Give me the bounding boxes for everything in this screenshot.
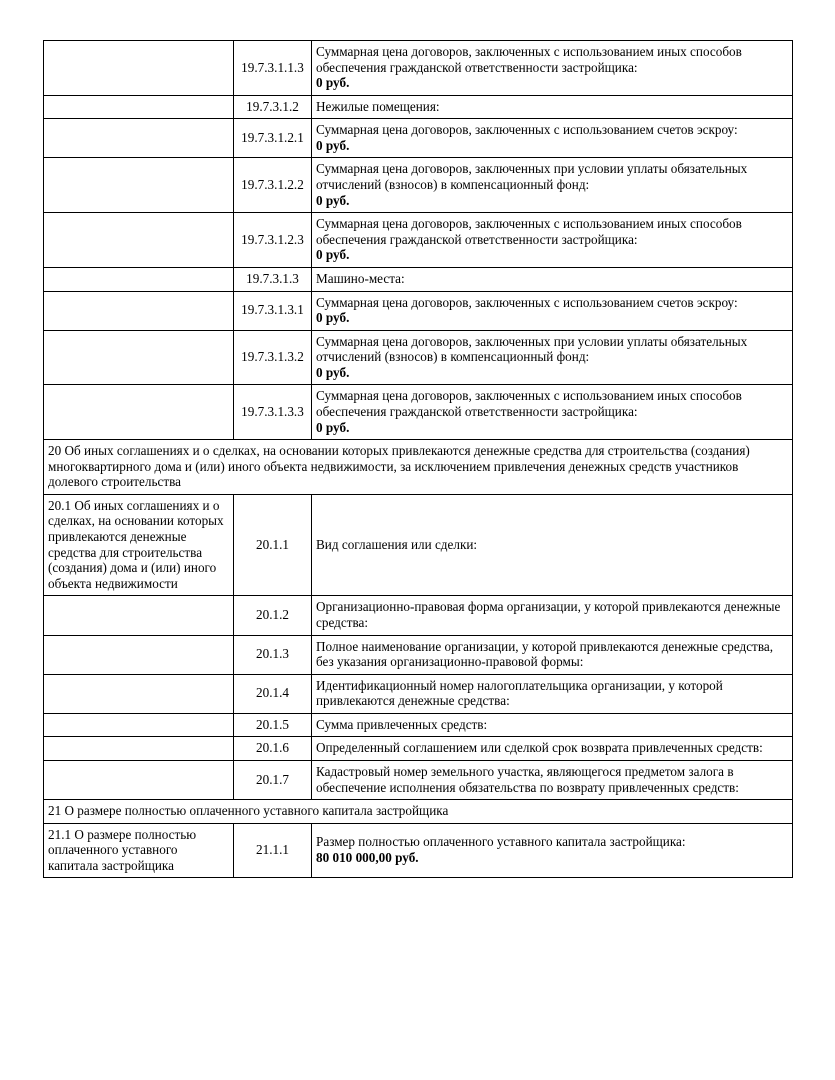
row-code: 20.1.2 bbox=[234, 596, 312, 635]
row-field-label: Размер полностью оплаченного уставного капитала застройщика: bbox=[316, 834, 686, 850]
row-code: 20.1.5 bbox=[234, 713, 312, 737]
row-code: 20.1.4 bbox=[234, 674, 312, 713]
table-row bbox=[44, 674, 793, 713]
table-row bbox=[44, 158, 793, 213]
section-heading-cell: 20 Об иных соглашениях и о сделках, на основании которых привлекаются денежные средства для строительства (создания) многоквартирного дома и (или) иного объекта недвижимости, за исключением привлечения денежных средств участников долевого строительства bbox=[44, 440, 793, 495]
row-field-label: Суммарная цена договоров, заключенных при условии уплаты обязательных отчислений (взносов) в компенсационный фонд: bbox=[316, 161, 748, 193]
row-code: 19.7.3.1.1.3 bbox=[234, 41, 312, 96]
row-content bbox=[312, 291, 793, 330]
table-row bbox=[44, 800, 793, 824]
row-field-value: 0 руб. bbox=[316, 137, 350, 153]
table-row bbox=[44, 440, 793, 495]
table-row bbox=[44, 635, 793, 674]
row-content bbox=[312, 760, 793, 799]
row-field-label: Суммарная цена договоров, заключенных с использованием счетов эскроу: bbox=[316, 294, 738, 310]
table-row bbox=[44, 713, 793, 737]
table-row bbox=[44, 95, 793, 119]
table-body bbox=[44, 41, 793, 878]
row-group-label bbox=[44, 41, 234, 96]
section-heading-cell: 21 О размере полностью оплаченного уставного капитала застройщика bbox=[44, 800, 793, 824]
row-content bbox=[312, 41, 793, 96]
row-field-label: Суммарная цена договоров, заключенных с использованием иных способов обеспечения гражданской ответственности застройщика: bbox=[316, 388, 742, 419]
row-code: 19.7.3.1.2.2 bbox=[234, 158, 312, 213]
table-row bbox=[44, 596, 793, 635]
table-row bbox=[44, 291, 793, 330]
row-content bbox=[312, 95, 793, 119]
row-code: 19.7.3.1.2 bbox=[234, 95, 312, 119]
row-content bbox=[312, 158, 793, 213]
row-field-label: Полное наименование организации, у которой привлекаются денежные средства, без указания организационно-правовой формы: bbox=[316, 638, 774, 670]
row-content bbox=[312, 596, 793, 635]
row-field-label: Нежилые помещения: bbox=[316, 98, 440, 114]
row-group-label bbox=[44, 158, 234, 213]
row-content bbox=[312, 494, 793, 595]
table-row bbox=[44, 760, 793, 799]
row-group-label bbox=[44, 760, 234, 799]
row-field-value: 0 руб. bbox=[316, 247, 350, 263]
row-code: 19.7.3.1.3.3 bbox=[234, 385, 312, 440]
row-content bbox=[312, 385, 793, 440]
row-content bbox=[312, 213, 793, 268]
row-field-label: Вид соглашения или сделки: bbox=[316, 536, 478, 552]
row-field-value: 0 руб. bbox=[316, 310, 350, 326]
row-field-label: Машино-места: bbox=[316, 270, 405, 286]
row-group-label bbox=[44, 635, 234, 674]
table-row bbox=[44, 823, 793, 878]
row-content bbox=[312, 635, 793, 674]
row-code: 20.1.3 bbox=[234, 635, 312, 674]
row-field-label: Суммарная цена договоров, заключенных с использованием счетов эскроу: bbox=[316, 122, 738, 138]
row-field-label: Организационно-правовая форма организации, у которой привлекаются денежные средства: bbox=[316, 599, 781, 630]
row-group-label: 21.1 О размере полностью оплаченного уставного капитала застройщика bbox=[44, 823, 234, 878]
row-code: 20.1.1 bbox=[234, 494, 312, 595]
table-row bbox=[44, 41, 793, 96]
table-row bbox=[44, 267, 793, 291]
row-code: 21.1.1 bbox=[234, 823, 312, 878]
row-group-label bbox=[44, 267, 234, 291]
row-field-label: Идентификационный номер налогоплательщика организации, у которой привлекаются денежные средства: bbox=[316, 677, 723, 709]
table-row bbox=[44, 737, 793, 761]
declaration-table bbox=[43, 40, 793, 878]
row-field-label: Определенный соглашением или сделкой срок возврата привлеченных средств: bbox=[316, 740, 763, 756]
table-row bbox=[44, 494, 793, 595]
row-group-label bbox=[44, 291, 234, 330]
row-group-label bbox=[44, 330, 234, 385]
row-content bbox=[312, 330, 793, 385]
row-code: 20.1.6 bbox=[234, 737, 312, 761]
row-content bbox=[312, 674, 793, 713]
row-content bbox=[312, 267, 793, 291]
row-field-label: Кадастровый номер земельного участка, являющегося предметом залога в обеспечение исполнения обязательства по возврату привлеченных средств: bbox=[316, 763, 739, 795]
row-group-label bbox=[44, 95, 234, 119]
row-field-label: Суммарная цена договоров, заключенных с использованием иных способов обеспечения гражданской ответственности застройщика: bbox=[316, 216, 742, 247]
row-code: 19.7.3.1.3 bbox=[234, 267, 312, 291]
row-group-label bbox=[44, 385, 234, 440]
table-row bbox=[44, 330, 793, 385]
row-group-label bbox=[44, 213, 234, 268]
row-group-label bbox=[44, 713, 234, 737]
row-code: 19.7.3.1.2.3 bbox=[234, 213, 312, 268]
table-row bbox=[44, 385, 793, 440]
row-field-label: Суммарная цена договоров, заключенных при условии уплаты обязательных отчислений (взносов) в компенсационный фонд: bbox=[316, 333, 748, 365]
row-content bbox=[312, 119, 793, 158]
row-group-label bbox=[44, 737, 234, 761]
row-field-label: Суммарная цена договоров, заключенных с использованием иных способов обеспечения гражданской ответственности застройщика: bbox=[316, 44, 742, 75]
row-code: 19.7.3.1.2.1 bbox=[234, 119, 312, 158]
row-field-value: 0 руб. bbox=[316, 192, 350, 208]
row-content bbox=[312, 823, 793, 878]
row-group-label: 20.1 Об иных соглашениях и о сделках, на основании которых привлекаются денежные средства для строительства (создания) дома и (или) иного объекта недвижимости bbox=[44, 494, 234, 595]
row-field-value: 80 010 000,00 руб. bbox=[316, 850, 419, 866]
row-code: 20.1.7 bbox=[234, 760, 312, 799]
row-group-label bbox=[44, 596, 234, 635]
row-code: 19.7.3.1.3.1 bbox=[234, 291, 312, 330]
row-content bbox=[312, 713, 793, 737]
table-row bbox=[44, 213, 793, 268]
row-field-value: 0 руб. bbox=[316, 419, 350, 435]
row-field-value: 0 руб. bbox=[316, 364, 350, 380]
table-row bbox=[44, 119, 793, 158]
row-group-label bbox=[44, 119, 234, 158]
row-group-label bbox=[44, 674, 234, 713]
row-content bbox=[312, 737, 793, 761]
row-code: 19.7.3.1.3.2 bbox=[234, 330, 312, 385]
row-field-value: 0 руб. bbox=[316, 75, 350, 91]
row-field-label: Сумма привлеченных средств: bbox=[316, 716, 488, 732]
